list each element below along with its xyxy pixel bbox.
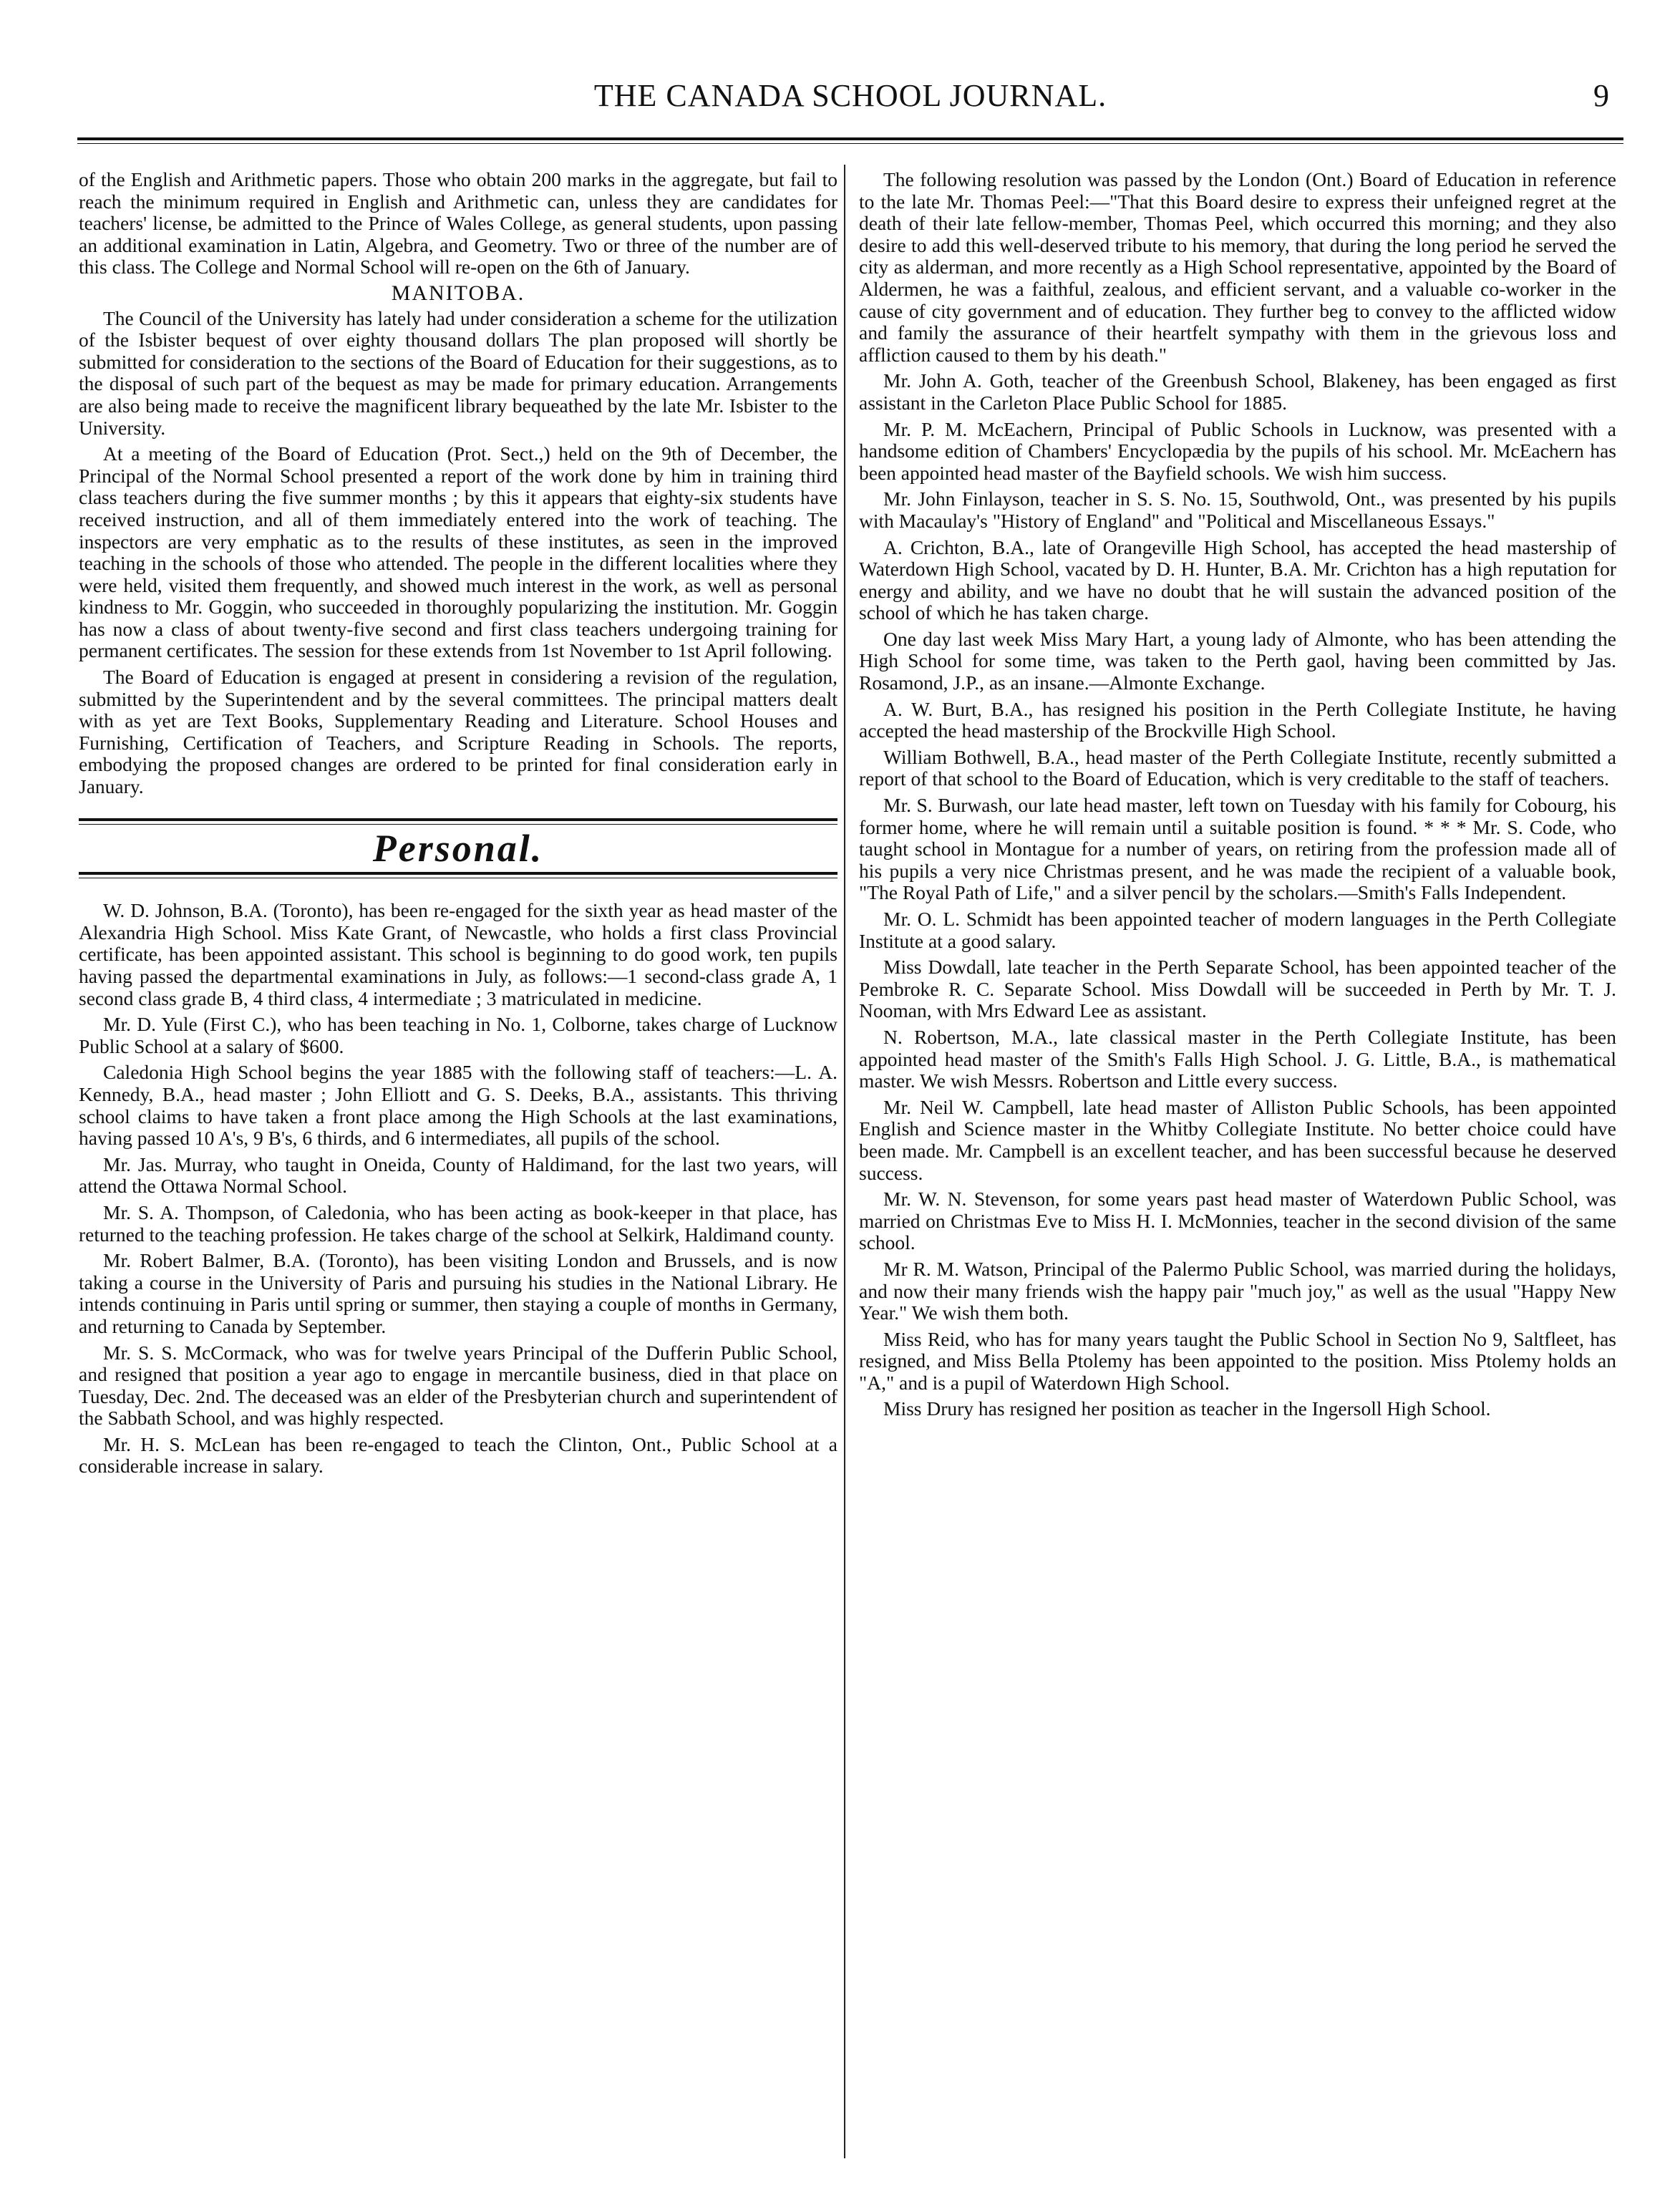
news-paragraph: Mr. P. M. McEachern, Principal of Public Schools in Lucknow, was presented with a handsome edition of Chambers' Encyclopædia by the pupils of his school. Mr. McEachern has been appointed head master of the Bayfield schools. We wish him success. <box>859 417 1616 484</box>
personal-section-title: Personal. <box>372 826 544 870</box>
news-paragraph: N. Robertson, M.A., late classical master in the Perth Collegiate Institute, has been appointed head master of the Smith's Falls High School. J. G. Little, B.A., is mathematical master. We wish Messrs. Robertson and Little every success. <box>859 1025 1616 1092</box>
news-paragraph: A. Crichton, B.A., late of Orangeville High School, has accepted the head mastership of Waterdown High School, vacated by D. H. Hunter, B.A. Mr. Crichton has a high reputation for energy and ability, and we have no doubt that he will sustain the advanced position of the school of which he has taken charge. <box>859 535 1616 624</box>
news-paragraph: William Bothwell, B.A., head master of the Perth Collegiate Institute, recently submitted a report of that school to the Board of Education, which is very creditable to the staff of teachers. <box>859 745 1616 790</box>
news-paragraph: Mr. John Finlayson, teacher in S. S. No. 15, Southwold, Ont., was presented by his pupils with Macaulay's "History of England" and "Political and Miscellaneous Essays." <box>859 487 1616 532</box>
column-divider <box>844 165 845 2158</box>
personal-paragraph: Mr. S. S. McCormack, who was for twelve years Principal of the Dufferin Public School, and resigned that position a year ago to engage in mercantile business, died in that place on Tuesday, Dec. 2nd. The deceased was an elder of the Presbyterian church and superintendent of the Sabbath School, and was highly respected. <box>79 1341 837 1430</box>
personal-paragraph: Mr. Jas. Murray, who taught in Oneida, County of Haldimand, for the last two years, will attend the Ottawa Normal School. <box>79 1153 837 1198</box>
right-column <box>859 169 1616 1425</box>
news-paragraph: Miss Drury has resigned her position as teacher in the Ingersoll High School. <box>883 1397 1491 1420</box>
manitoba-paragraph: The Board of Education is engaged at present in considering a revision of the regulation, submitted by the Superintendent and by the several committees. The principal matters dealt with as yet are Text Books, Supplementary Reading and Literature. School Houses and Furnishing, Certification of Teachers, and Scripture Reading in Schools. The reports, embodying the proposed changes are ordered to be printed for final consideration early in January. <box>79 666 837 798</box>
news-paragraph: Mr. S. Burwash, our late head master, left town on Tuesday with his family for Cobourg, his former home, where he will remain until a suitable position is found. * * * Mr. S. Code, who taught school in Montague for a number of years, on retiring from the profession made all of his pupils a very nice Christmas present, and he was made the recipient of a valuable book, "The Royal Path of Life," and a silver pencil by the scholars.—Smith's Falls Independent. <box>859 794 1616 904</box>
manitoba-paragraph: At a meeting of the Board of Education (Prot. Sect.,) held on the 9th of December, the Principal of the Normal School presented a report of the work done by him in training third class teachers during the five summer months ; by this it appears that eighty-six students have received instruction, and all of them immediately entered into the work of teaching. The inspectors are very emphatic as to the results of these institutes, as seen in the improved teaching in the schools of those who attended. The people in the different localities where they were held, visited them frequently, and showed much interest in the work, as well as personal kindness to Mr. Goggin, who succeeded in thoroughly popularizing the institution. Mr. Goggin has now a class of about twenty-five second and first class teachers undergoing training for permanent certificates. The session for these extends from 1st November to 1st April following. <box>79 442 837 662</box>
personal-paragraph: Mr. D. Yule (First C.), who has been teaching in No. 1, Colborne, takes charge of Lucknow Public School at a salary of $600. <box>79 1013 837 1057</box>
personal-paragraph: Caledonia High School begins the year 1885 with the following staff of teachers:—L. A. Kennedy, B.A., head master ; John Elliott and G. S. Deeks, B.A., assistants. This thriving school claims to have taken a front place among the High Schools at the last examinations, having passed 10 A's, 9 B's, 6 thirds, and 6 intermediates, all pupils of the school. <box>79 1061 837 1150</box>
news-paragraph: The following resolution was passed by the London (Ont.) Board of Education in reference to the late Mr. Thomas Peel:—"That this Board desire to express their unfeigned regret at the death of their late fellow-member, Thomas Peel, which occurred this morning; and they also desire to add this well-deserved tribute to his memory, that during the long period he served the city as alderman, and more recently as a High School representative, appointed by the Board of Aldermen, he was a faithful, zealous, and efficient servant, and a valuable co-worker in the cause of city government and of education. They further beg to convey to the afflicted widow and family the assurance of their heartfelt sympathy with them in the grievous loss and affliction caused to them by his death." <box>859 168 1616 366</box>
page-number: 9 <box>1593 78 1609 113</box>
continued-paragraph: of the English and Arithmetic papers. Those who obtain 200 marks in the aggregate, but fail to reach the minimum required in English and Arithmetic can, unless they are candidates for teachers' license, be admitted to the Prince of Wales College, as general students, upon passing an additional examination in Latin, Algebra, and Geometry. Two or three of the number are of this class. The College and Normal School will re-open on the 6th of January. <box>79 168 837 278</box>
news-paragraph: Miss Dowdall, late teacher in the Perth Separate School, has been appointed teacher of the Pembroke R. C. Separate School. Miss Dowdall will be succeeded in Perth by Mr. T. J. Nooman, with Mrs Edward Lee as assistant. <box>859 956 1616 1022</box>
news-paragraph: Mr. W. N. Stevenson, for some years past head master of Waterdown Public School, was married on Christmas Eve to Miss H. I. McMonnies, teacher in the second division of the same school. <box>859 1188 1616 1254</box>
left-column <box>79 169 837 1482</box>
page-header <box>77 77 1623 127</box>
news-paragraph: A. W. Burt, B.A., has resigned his position in the Perth Collegiate Institute, he having accepted the head mastership of the Brockville High School. <box>859 697 1616 742</box>
news-paragraph: One day last week Miss Mary Hart, a young lady of Almonte, who has been attending the High School for some time, was taken to the Perth gaol, having been committed by Jas. Rosamond, J.P., as an insane.—Almonte Exchange. <box>859 627 1616 694</box>
section-rule <box>79 818 837 825</box>
section-rule <box>79 872 837 878</box>
news-paragraph: Mr. O. L. Schmidt has been appointed teacher of modern languages in the Perth Collegiate Institute at a good salary. <box>859 908 1616 952</box>
news-paragraph: Mr R. M. Watson, Principal of the Palermo Public School, was married during the holidays, and now their many friends wish the happy pair "much joy," as well as the usual "Happy New Year." We wish them both. <box>859 1257 1616 1324</box>
journal-title: THE CANADA SCHOOL JOURNAL. <box>593 78 1107 113</box>
personal-paragraph: Mr. S. A. Thompson, of Caledonia, who has been acting as book-keeper in that place, has returned to the teaching profession. He takes charge of the school at Selkirk, Haldimand county. <box>79 1200 837 1246</box>
personal-paragraph: Mr. Robert Balmer, B.A. (Toronto), has been visiting London and Brussels, and is now taking a course in the University of Paris and pursuing his studies in the National Library. He intends continuing in Paris until spring or summer, then staying a couple of months in Germany, and returning to Canada by September. <box>79 1249 837 1337</box>
news-paragraph: Mr. Neil W. Campbell, late head master of Alliston Public Schools, has been appointed English and Science master in the Whitby Collegiate Institute. No better choice could have been made. Mr. Campbell is an excellent teacher, and has been successful because he deserved success. <box>859 1095 1616 1184</box>
header-rule <box>77 137 1623 144</box>
manitoba-heading: MANITOBA. <box>391 281 525 305</box>
manitoba-paragraph: The Council of the University has lately had under consideration a scheme for the utilization of the Isbister bequest of over eighty thousand dollars The plan proposed will shortly be submitted for consideration to the sections of the Board of Education for their suggestions, as to the disposal of such part of the bequest as may be made for primary education. Arrangements are also being made to receive the magnificent library bequeathed by the late Mr. Isbister to the University. <box>79 306 837 439</box>
personal-paragraph: Mr. H. S. McLean has been re-engaged to teach the Clinton, Ont., Public School at a considerable increase in salary. <box>79 1432 837 1478</box>
news-paragraph: Miss Reid, who has for many years taught the Public School in Section No 9, Saltfleet, has resigned, and Miss Bella Ptolemy has been appointed to the position. Miss Ptolemy holds an "A," and is a pupil of Waterdown High School. <box>859 1327 1616 1394</box>
news-paragraph: Mr. John A. Goth, teacher of the Greenbush School, Blakeney, has been engaged as first assistant in the Carleton Place Public School for 1885. <box>859 369 1616 414</box>
personal-paragraph: W. D. Johnson, B.A. (Toronto), has been re-engaged for the sixth year as head master of the Alexandria High School. Miss Kate Grant, of Newcastle, who holds a first class Provincial certificate, has been appointed assistant. This school is beginning to do good work, ten pupils having passed the departmental examinations in July, as follows:—1 second-class grade A, 1 second class grade B, 4 third class, 4 intermediate ; 3 matriculated in medicine. <box>79 899 837 1009</box>
